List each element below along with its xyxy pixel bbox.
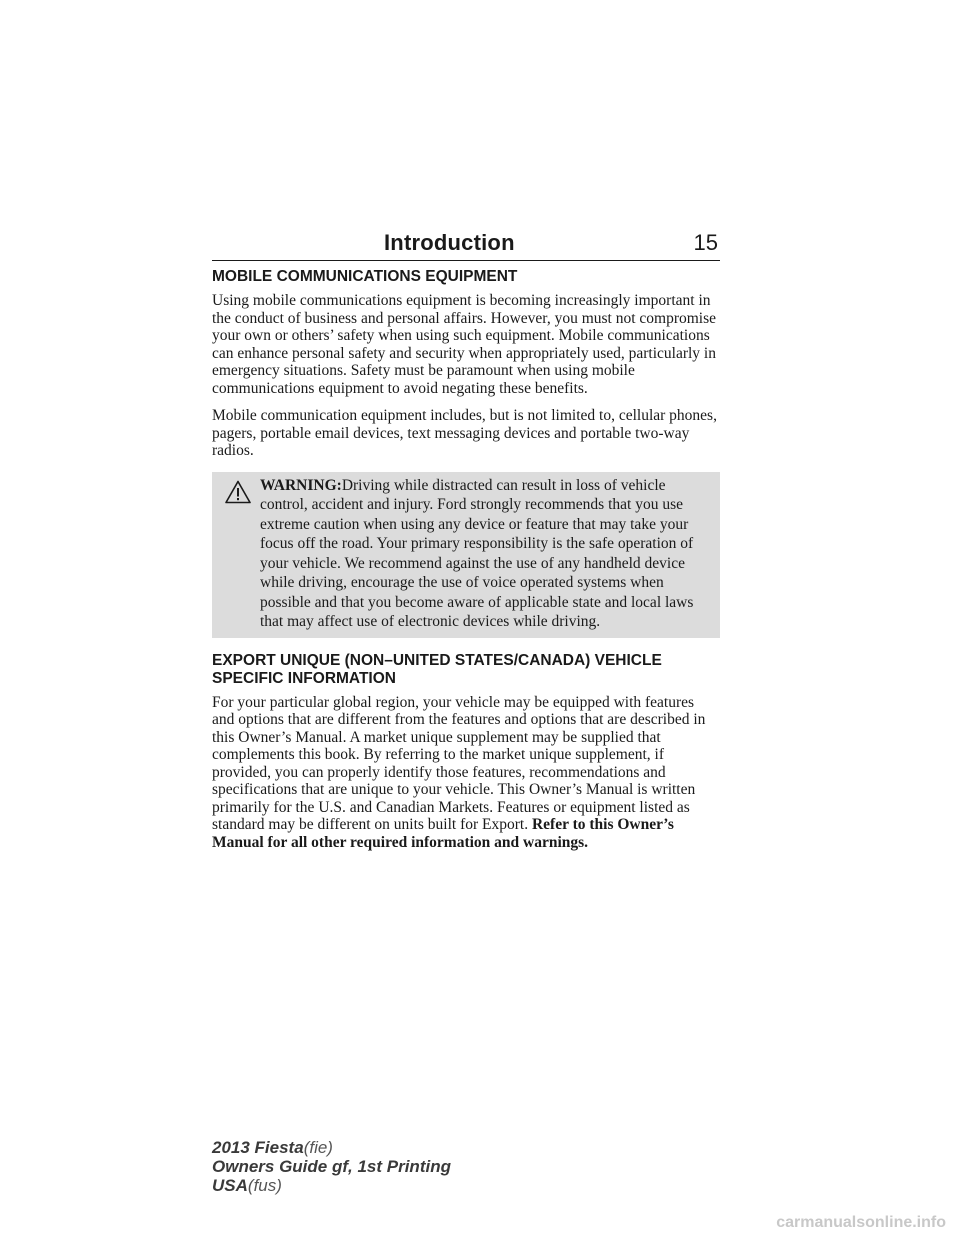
export-heading: EXPORT UNIQUE (NON–UNITED STATES/CANADA) VEHICLE SPECIFIC INFORMATION [212,651,662,687]
footer-model-code: (fie) [303,1138,333,1157]
export-paragraph [212,694,720,852]
page-number: 15 [693,230,718,255]
footer-market: USA [212,1176,248,1195]
section-title: Introduction [384,230,515,255]
mobile-paragraph-2: Mobile communication equipment includes, but is not limited to, cellular phones, pagers, portable email devices, text messaging devices and portable two-way radios. [212,407,717,459]
export-paragraph-bold: Refer to this Owner’s Manual for all other required information and warnings. [212,816,674,851]
footer-model: 2013 Fiesta [212,1138,304,1157]
page-footer [212,1138,451,1195]
watermark: carmanualsonline.info [776,1214,946,1231]
footer-line-1 [212,1138,451,1157]
warning-box [212,472,720,638]
footer-guide: Owners Guide gf, 1st Printing [212,1157,451,1176]
footer-line-3 [212,1176,451,1195]
page-header [212,226,720,261]
mobile-paragraph-1: Using mobile communications equipment is becoming increasingly important in the conduct of business and personal affairs. However, you must not compromise your own or others’ safety when using such equipment. Mobile communications can enhance personal safety and security when appropriately used, particularly in emergency situations. Safety must be paramount when using mobile communications equipment to avoid negating these benefits. [212,292,717,397]
footer-line-2 [212,1157,451,1176]
page-content [212,268,720,861]
mobile-heading: MOBILE COMMUNICATIONS EQUIPMENT [212,268,518,285]
warning-text: Driving while distracted can result in loss of vehicle control, accident and injury. Ford strongly recommends that you use extreme caution when using any device or feature that may take your focus off the road. Your primary responsibility is the safe operation of your vehicle. We recommend against the use of any handheld device while driving, encourage the use of voice operated systems when possible and that you become aware of applicable state and local laws that may affect use of electronic devices while driving. [260,476,694,630]
export-paragraph-text: For your particular global region, your vehicle may be equipped with features and options that are different from the features and options that are described in this Owner’s Manual. A market unique supplement may be supplied that complements this book. By referring to the market unique supplement, if provided, you can properly identify those features, recommendations and specifications that are unique to your vehicle. This Owner’s Manual is written primarily for the U.S. and Canadian Markets. Features or equipment listed as standard may be different on units built for Export. [212,693,706,833]
footer-market-code: (fus) [247,1176,282,1195]
warning-label: WARNING: [260,476,342,494]
warning-triangle-icon [225,480,251,504]
warning-text-block [216,476,716,632]
